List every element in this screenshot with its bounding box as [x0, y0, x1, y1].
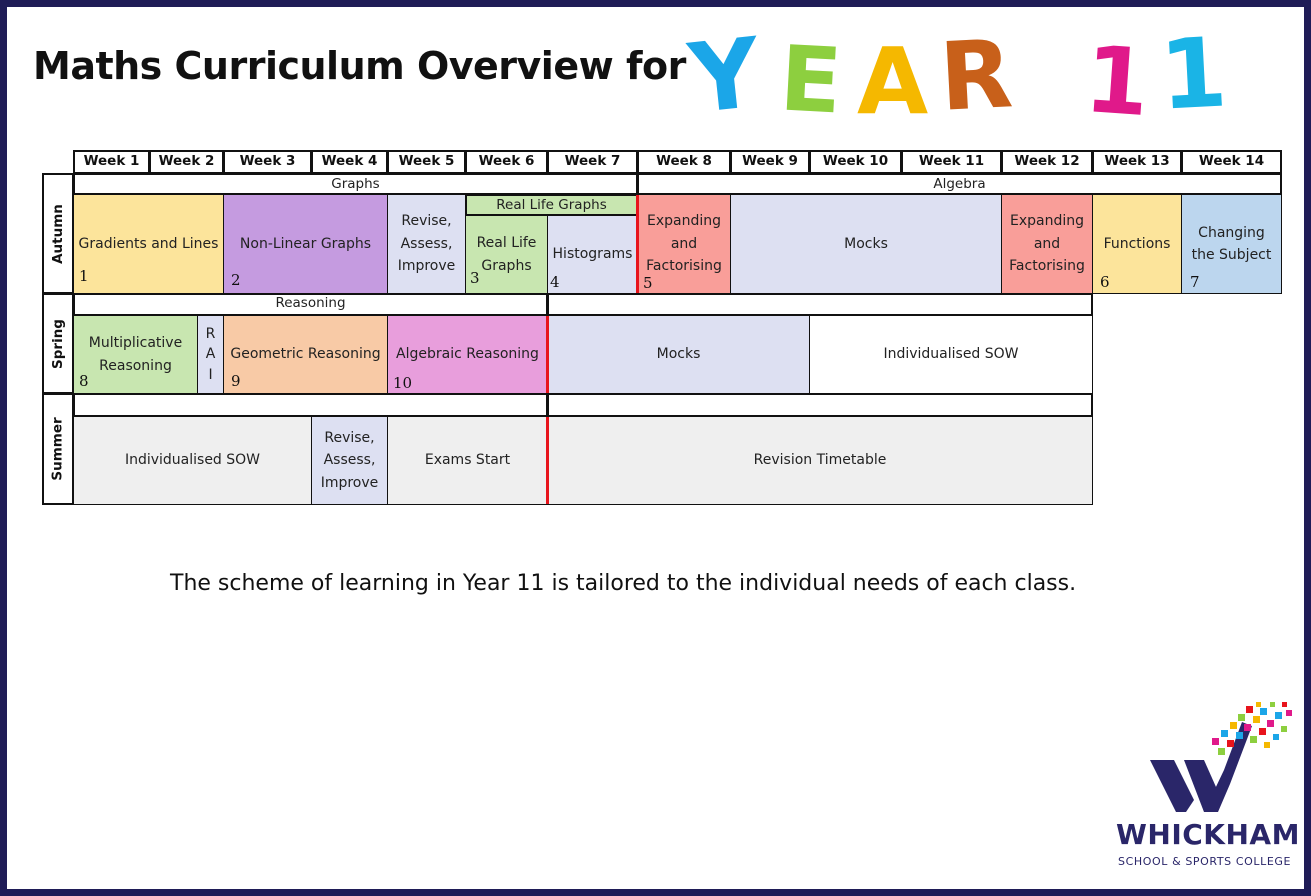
unit-changing-the-subject: Changing the Subject [1181, 194, 1282, 294]
unit-revise-assess-improve-summer: Revise, Assess, Improve [311, 416, 388, 505]
week-header: Week 2 [149, 150, 224, 174]
year-letter: 1 [1081, 25, 1153, 138]
unit-number: 7 [1190, 273, 1200, 291]
unit-multiplicative-reasoning: Multiplicative Reasoning [73, 315, 198, 394]
week-header: Week 14 [1181, 150, 1282, 174]
school-logo-tagline: SCHOOL & SPORTS COLLEGE [1118, 855, 1292, 868]
unit-mocks-autumn: Mocks [730, 194, 1002, 294]
footer-note: The scheme of learning in Year 11 is tailored to the individual needs of each class. [170, 571, 1077, 596]
unit-number: 2 [231, 271, 241, 289]
unit-real-life-graphs: Real Life Graphs [465, 215, 548, 294]
term-label-autumn: Autumn [42, 173, 74, 294]
unit-functions: Functions [1092, 194, 1182, 294]
unit-gradients-and-lines: Gradients and Lines [73, 194, 224, 294]
unit-number: 5 [643, 274, 653, 292]
band-real-life-graphs: Real Life Graphs [465, 194, 638, 216]
unit-expanding-and-factorising-2: Expanding and Factorising [1001, 194, 1093, 294]
unit-expanding-and-factorising: Expanding and Factorising [637, 194, 731, 294]
unit-number: 3 [470, 269, 480, 287]
term-label-summer: Summer [42, 393, 74, 505]
year-letter: R [937, 20, 1016, 133]
unit-revise-assess-improve: Revise, Assess, Improve [387, 194, 466, 294]
red-divider-spring [546, 316, 549, 393]
unit-number: 8 [79, 372, 89, 390]
week-header: Week 9 [730, 150, 810, 174]
unit-individualised-sow-spring: Individualised SOW [809, 315, 1093, 394]
unit-number: 10 [393, 374, 413, 392]
week-header: Week 7 [547, 150, 638, 174]
band-summer-blank-2 [547, 393, 1093, 417]
red-divider-summer [546, 417, 549, 504]
week-header: Week 13 [1092, 150, 1182, 174]
band-algebra: Algebra [637, 173, 1282, 195]
unit-number: 6 [1100, 273, 1110, 291]
band-summer-blank-1 [73, 393, 548, 417]
year-letter: E [777, 26, 845, 135]
year-letter: A [857, 28, 929, 135]
term-label-spring: Spring [42, 293, 74, 394]
red-divider-autumn [636, 195, 639, 293]
unit-histograms: Histograms [547, 215, 638, 294]
week-header: Week 5 [387, 150, 466, 174]
unit-mocks-spring: Mocks [547, 315, 810, 394]
week-header: Week 3 [223, 150, 312, 174]
band-spring-blank [547, 293, 1093, 316]
unit-non-linear-graphs: Non-Linear Graphs [223, 194, 388, 294]
week-header: Week 1 [73, 150, 150, 174]
school-logo-icon [1146, 700, 1296, 815]
unit-revision-timetable: Revision Timetable [547, 416, 1093, 505]
year-letter: Y [684, 16, 766, 136]
year-letter: 1 [1157, 16, 1230, 132]
week-header: Week 10 [809, 150, 902, 174]
unit-algebraic-reasoning: Algebraic Reasoning [387, 315, 548, 394]
unit-exams-start: Exams Start [387, 416, 548, 505]
unit-individualised-sow-summer: Individualised SOW [73, 416, 312, 505]
band-graphs: Graphs [73, 173, 638, 195]
week-header: Week 11 [901, 150, 1002, 174]
week-header: Week 8 [637, 150, 731, 174]
unit-number: 9 [231, 372, 241, 390]
week-header: Week 6 [465, 150, 548, 174]
band-reasoning: Reasoning [73, 293, 548, 316]
unit-geometric-reasoning: Geometric Reasoning [223, 315, 388, 394]
page-title: Maths Curriculum Overview for [33, 44, 686, 88]
week-header: Week 4 [311, 150, 388, 174]
week-header: Week 12 [1001, 150, 1093, 174]
unit-rai: R A I [197, 315, 224, 394]
unit-number: 1 [79, 267, 89, 285]
unit-number: 4 [550, 273, 560, 291]
school-logo-name: WHICKHAM [1116, 818, 1300, 851]
